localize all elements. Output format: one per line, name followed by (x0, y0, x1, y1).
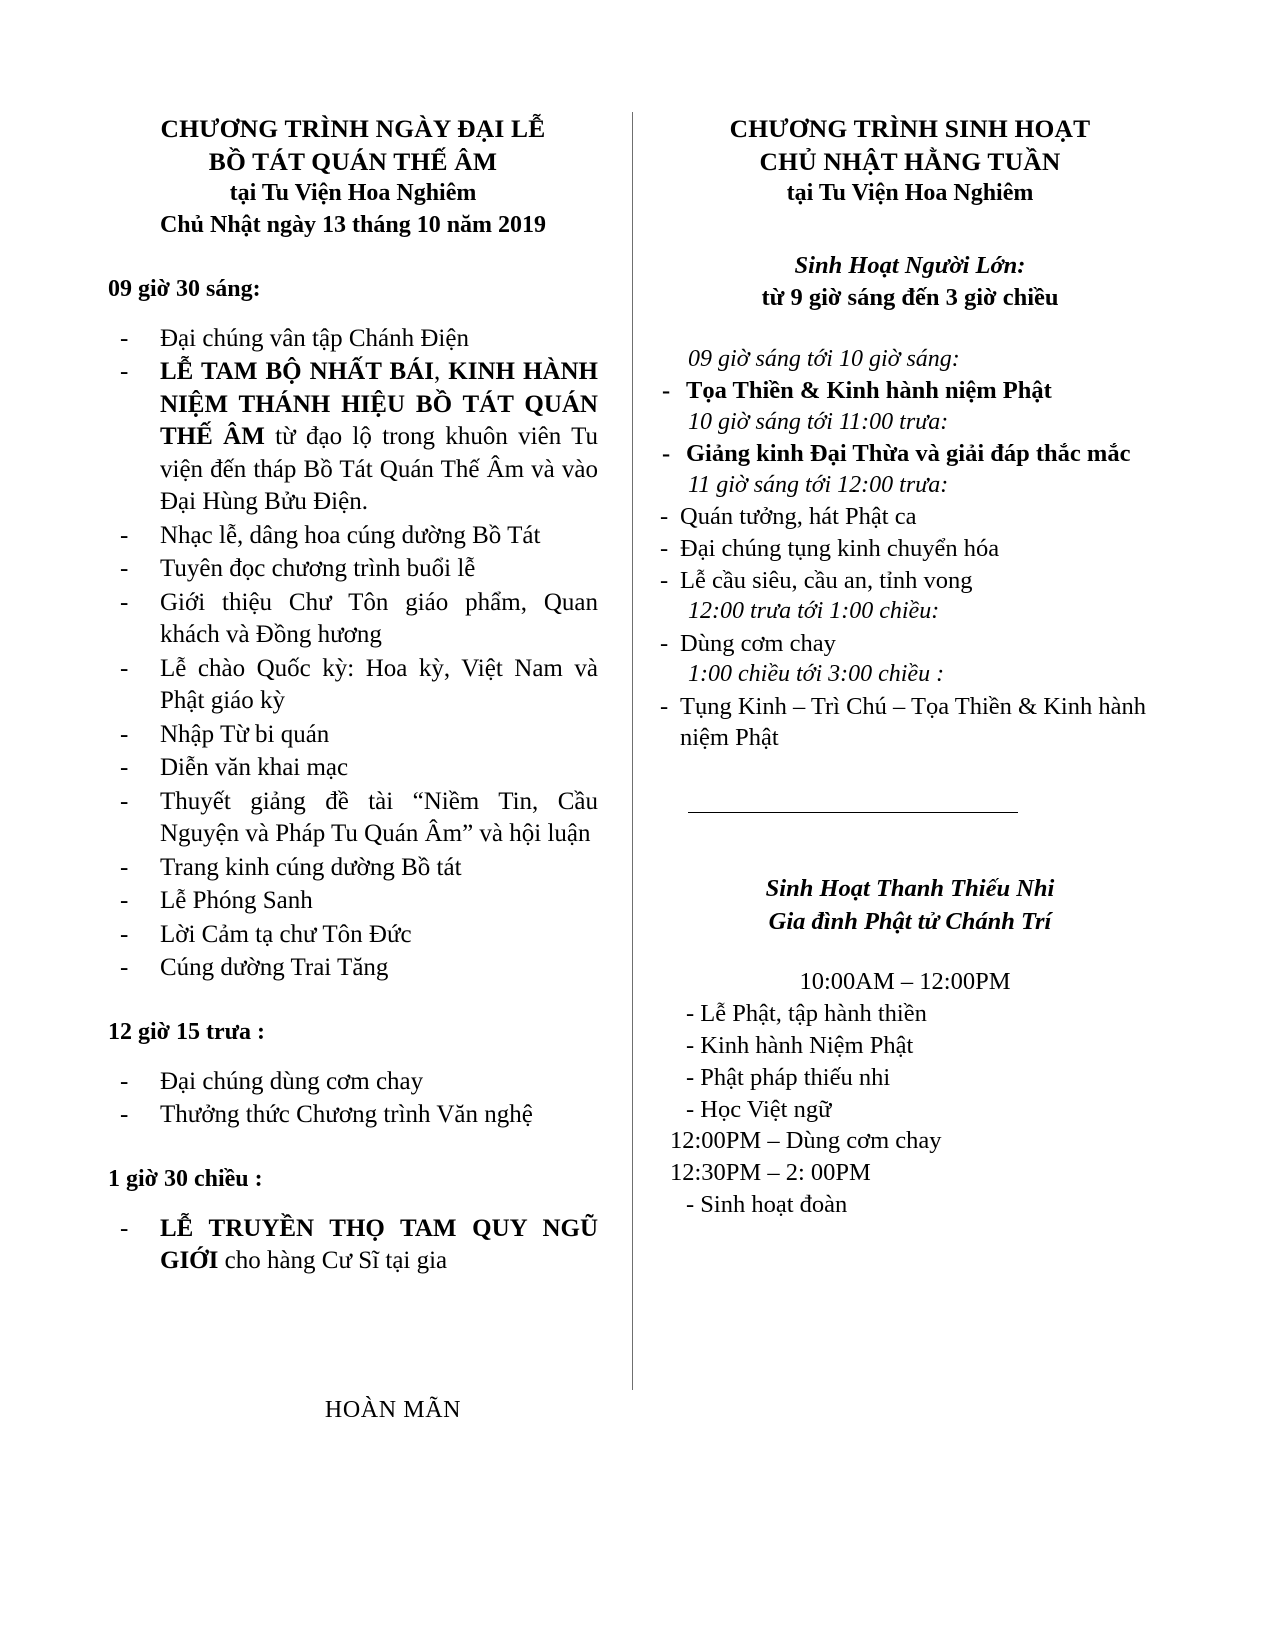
youth-activity: - Học Việt ngữ (686, 1095, 832, 1123)
program-item-text: Trang kinh cúng dường Bồ tát (160, 853, 462, 881)
right-title-line-1: CHƯƠNG TRÌNH SINH HOẠT (729, 114, 1091, 143)
left-venue: tại Tu Viện Hoa Nghiêm (229, 180, 477, 207)
program-item-list (108, 1066, 598, 1132)
left-title-line-1: CHƯƠNG TRÌNH NGÀY ĐẠI LỄ (160, 114, 546, 143)
adult-schedule (660, 344, 1160, 755)
closing-note: HOÀN MÃN (324, 1397, 462, 1423)
time-heading: 09 giờ 30 sáng: (108, 275, 261, 302)
program-item (108, 752, 598, 785)
program-item (108, 719, 598, 752)
program-item (108, 1099, 598, 1132)
program-item-emphasis: KINH HÀNH NIỆM THÁNH HIỆU BỒ TÁT QUÁN THẾ ÂM (160, 358, 598, 451)
slot-activity: - Đại chúng tụng kinh chuyển hóa (660, 533, 1160, 565)
slot-activity: - Lễ cầu siêu, cầu an, tỉnh vong (660, 565, 1160, 597)
slot-activity: - Giảng kinh Đại Thừa và giải đáp thắc mắc (660, 438, 1160, 470)
right-venue: tại Tu Viện Hoa Nghiêm (786, 180, 1034, 207)
program-item (108, 952, 598, 985)
program-item-text: Nhạc lễ, dâng hoa cúng dường Bồ Tát (160, 521, 541, 549)
program-item-text: Cúng dường Trai Tăng (160, 954, 389, 982)
program-item-text: Diễn văn khai mạc (160, 754, 349, 782)
program-item-text: từ đạo lộ trong khuôn viên Tu viện đến tháp Bồ Tát Quán Thế Âm và vào Đại Hùng Bửu Điện. (160, 423, 598, 516)
column-divider (632, 112, 633, 1390)
right-column (660, 112, 1160, 1221)
youth-schedule-row: - Sinh hoạt đoàn (686, 1191, 848, 1219)
left-column-title (108, 112, 598, 178)
right-title-line-2: CHỦ NHẬT HẰNG TUẦN (759, 147, 1061, 177)
time-heading: 1 giờ 30 chiều : (108, 1165, 263, 1192)
youth-schedule-tail (660, 1125, 1160, 1221)
youth-heading-line-1: Sinh Hoạt Thanh Thiếu Nhi (765, 875, 1055, 903)
program-item-text: Thuyết giảng đề tài “Niềm Tin, Cầu Nguyện và Pháp Tu Quán Âm” và hội luận (160, 787, 598, 848)
section-separator (688, 812, 1018, 813)
youth-activity: - Phật pháp thiếu nhi (686, 1063, 891, 1091)
slot-time-label: 12:00 trưa tới 1:00 chiều: (688, 598, 940, 625)
youth-activity: - Kinh hành Niệm Phật (686, 1031, 914, 1059)
program-item (108, 786, 598, 851)
slot-time-label: 1:00 chiều tới 3:00 chiều : (688, 661, 945, 688)
program-item (108, 852, 598, 885)
program-item-text: Lễ chào Quốc kỳ: Hoa kỳ, Việt Nam và Phật giáo kỳ (160, 654, 598, 715)
slot-activity: - Dùng cơm chay (660, 628, 1160, 660)
youth-section-heading (660, 873, 1160, 938)
program-item (108, 323, 598, 356)
program-item (108, 885, 598, 918)
program-item-text: Lễ Phóng Sanh (160, 887, 313, 915)
youth-activity: - Lễ Phật, tập hành thiền (686, 999, 927, 1027)
program-item (108, 356, 598, 519)
adult-heading-label: Sinh Hoạt Người Lớn: (794, 251, 1026, 279)
left-title-line-2: BỒ TÁT QUÁN THẾ ÂM (208, 147, 498, 177)
program-item (108, 553, 598, 586)
time-heading: 12 giờ 15 trưa : (108, 1018, 265, 1045)
program-item-emphasis: LỄ TRUYỀN THỌ TAM QUY NGŨ GIỚI (160, 1214, 598, 1275)
slot-activity: - Tọa Thiền & Kinh hành niệm Phật (660, 375, 1160, 407)
program-item (108, 520, 598, 553)
program-item-text: Nhập Từ bi quán (160, 720, 330, 748)
program-item-text: Đại chúng dùng cơm chay (160, 1067, 424, 1095)
program-item (108, 1213, 598, 1278)
program-item-text: Lời Cảm tạ chư Tôn Đức (160, 920, 412, 948)
program-item-text: cho hàng Cư Sĩ tại gia (218, 1247, 448, 1275)
adult-section-heading (660, 250, 1160, 314)
slot-time-label: 09 giờ sáng tới 10 giờ sáng: (688, 345, 960, 372)
right-column-title (660, 112, 1160, 178)
program-item (108, 1066, 598, 1099)
left-date: Chủ Nhật ngày 13 tháng 10 năm 2019 (159, 211, 547, 238)
left-column (108, 112, 598, 1279)
slot-activity: - Tụng Kinh – Trì Chú – Tọa Thiền & Kinh hành niệm Phật (660, 691, 1160, 755)
program-item-list (108, 1213, 598, 1278)
program-item-list (108, 323, 598, 985)
program-item (108, 653, 598, 718)
program-item (108, 919, 598, 952)
program-item-text: Tuyên đọc chương trình buổi lễ (160, 555, 476, 583)
youth-heading-line-2: Gia đình Phật tử Chánh Trí (768, 907, 1052, 935)
youth-activity-list (660, 998, 1160, 1125)
slot-activity: - Quán tưởng, hát Phật ca (660, 501, 1160, 533)
program-item-emphasis: LỄ TAM BỘ NHẤT BÁI (160, 358, 434, 386)
slot-time-label: 10 giờ sáng tới 11:00 trưa: (688, 408, 949, 435)
youth-time-range: 10:00AM – 12:00PM (799, 967, 1011, 995)
left-sections (108, 276, 598, 1278)
program-item-text: , (433, 358, 449, 386)
program-item-text: Thưởng thức Chương trình Văn nghệ (160, 1101, 533, 1129)
youth-schedule-row: 12:30PM – 2: 00PM (670, 1159, 871, 1187)
program-item-text: Đại chúng vân tập Chánh Điện (160, 324, 469, 352)
slot-time-label: 11 giờ sáng tới 12:00 trưa: (688, 471, 949, 498)
youth-schedule-row: 12:00PM – Dùng cơm chay (670, 1127, 942, 1155)
program-item-text: Giới thiệu Chư Tôn giáo phẩm, Quan khách và Đồng hương (160, 588, 598, 649)
adult-hours: từ 9 giờ sáng đến 3 giờ chiều (761, 283, 1059, 311)
program-item (108, 587, 598, 652)
